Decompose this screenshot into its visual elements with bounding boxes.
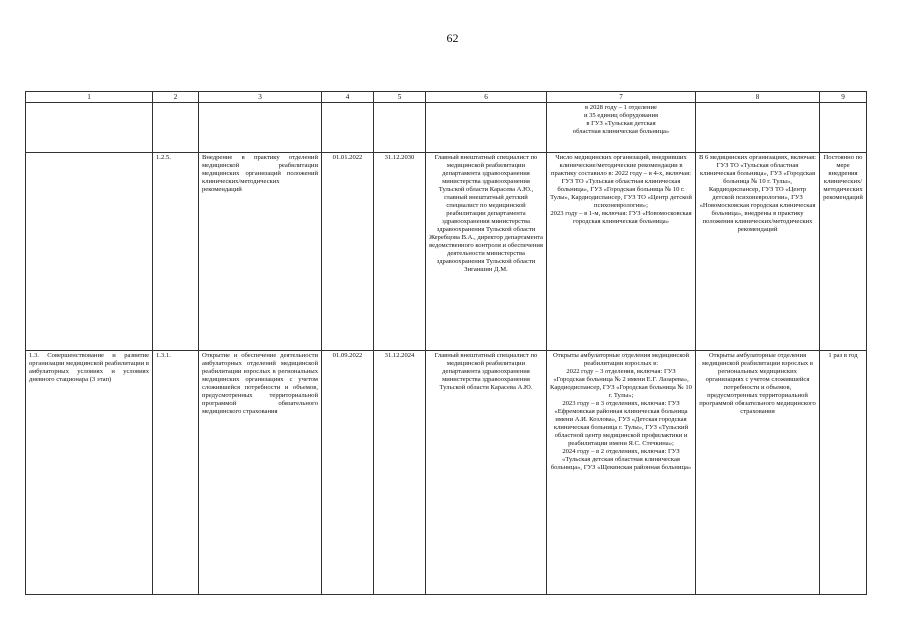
result-cell: Число медицинских организаций, внедривших клинические/методические рекомендации в практику составило в: 2022 году – в 4-х, включая: ГУЗ ТО «Тульская областная клиническая больница», ГУЗ «Городская больница № 10 г. Тулы», Кардиодиспансер, ГУЗ ТО «Центр детской психоневрологии»; 2023 году – в 1-м, включая: ГУЗ «Новомосковская городская клиническая больница» bbox=[547, 153, 696, 351]
column-number: 1 bbox=[26, 92, 153, 103]
plan-table bbox=[25, 91, 867, 595]
result-cell: Открыты амбулаторные отделения медицинской реабилитации взрослых в: 2022 году – 3 отделения, включая: ГУЗ «Городская больница № 2 имени Е.Г. Лазарева», Кардиодиспансер, ГУЗ «Городская больница № 10 г. Тулы»; 2023 году – в 3 отделениях, включая: ГУЗ «Ефремовская районная клиническая больница имени А.И. Козлова», ГУЗ «Детская городская клиническая больница г. Тулы», ГУЗ «Тульский областной центр медицинской профилактики и реабилитации имени Я.С. Стечкина»; 2024 году – в 2 отделениях, включая: ГУЗ «Тульская детская областная клиническая больница», ГУЗ «Щекинская районная больница» bbox=[547, 351, 696, 595]
section-cell: 1.3. Совершенствование и развитие организации медицинской реабилитации в амбулаторных условиях и условиях дневного стационара (3 этап) bbox=[26, 351, 153, 595]
activity-cell: Внедрение в практику отделений медицинской реабилитации медицинских организаций положений клинических/методических рекомендаций bbox=[199, 153, 322, 351]
column-number: 4 bbox=[322, 92, 374, 103]
column-number: 5 bbox=[374, 92, 426, 103]
item-number-cell: 1.2.5. bbox=[153, 153, 199, 351]
activity-cell bbox=[199, 103, 322, 153]
table-row bbox=[26, 153, 867, 351]
section-cell bbox=[26, 103, 153, 153]
item-number-cell: 1.3.1. bbox=[153, 351, 199, 595]
start-date-cell: 01.09.2022 bbox=[322, 351, 374, 595]
column-number: 7 bbox=[547, 92, 696, 103]
indicator-cell bbox=[696, 103, 820, 153]
frequency-cell: Постоянно по мере внедрения клинических/ методических рекомендаций bbox=[820, 153, 867, 351]
end-date-cell bbox=[374, 103, 426, 153]
column-number: 2 bbox=[153, 92, 199, 103]
frequency-cell: 1 раз в год bbox=[820, 351, 867, 595]
responsible-cell bbox=[426, 103, 547, 153]
indicator-cell: В 6 медицинских организациях, включая: ГУЗ ТО «Тульская областная клиническая больница», ГУЗ «Городская больница № 10 г. Тулы», Кардиодиспансер, ГУЗ ТО «Центр детской психоневрологии», ГУЗ «Новомосковская городская клиническая больница», внедрены в практику положения клинических/методических рекомендаций bbox=[696, 153, 820, 351]
end-date-cell: 31.12.2030 bbox=[374, 153, 426, 351]
column-number-row bbox=[26, 92, 867, 103]
table-row bbox=[26, 351, 867, 595]
table-row bbox=[26, 103, 867, 153]
end-date-cell: 31.12.2024 bbox=[374, 351, 426, 595]
column-number: 9 bbox=[820, 92, 867, 103]
activity-cell: Открытие и обеспечение деятельности амбулаторных отделений медицинской реабилитации взрослых в региональных медицинских организациях с учетом сложившейся потребности и объемов, предусмотренных территориальной программой обязательного медицинского страхования bbox=[199, 351, 322, 595]
start-date-cell bbox=[322, 103, 374, 153]
start-date-cell: 01.01.2022 bbox=[322, 153, 374, 351]
column-number: 6 bbox=[426, 92, 547, 103]
frequency-cell bbox=[820, 103, 867, 153]
section-cell bbox=[26, 153, 153, 351]
column-number: 8 bbox=[696, 92, 820, 103]
item-number-cell bbox=[153, 103, 199, 153]
responsible-cell: Главный внештатный специалист по медицинской реабилитации департамента здравоохранения министерства здравоохранения Тульской области Карасева А.Ю., главный внештатный детский специалист по медицинской реабилитации департамента здравоохранения министерства здравоохранения Тульской области Жеребцова В.А., директор департамента ведомственного контроля и обеспечения деятельности министерства здравоохранения Тульской области Зиганшин Д.М. bbox=[426, 153, 547, 351]
result-cell: в 2028 году – 1 отделение и 35 единиц оборудования в ГУЗ «Тульская детская областная клиническая больница» bbox=[547, 103, 696, 153]
indicator-cell: Открыты амбулаторные отделения медицинской реабилитации взрослых в региональных медицинских организациях с учетом сложившейся потребности и объемов, предусмотренных территориальной программой обязательного медицинского страхования bbox=[696, 351, 820, 595]
column-number: 3 bbox=[199, 92, 322, 103]
responsible-cell: Главный внештатный специалист по медицинской реабилитации департамента здравоохранения министерства здравоохранения Тульской области Карасева А.Ю. bbox=[426, 351, 547, 595]
page-number: 62 bbox=[446, 31, 459, 45]
